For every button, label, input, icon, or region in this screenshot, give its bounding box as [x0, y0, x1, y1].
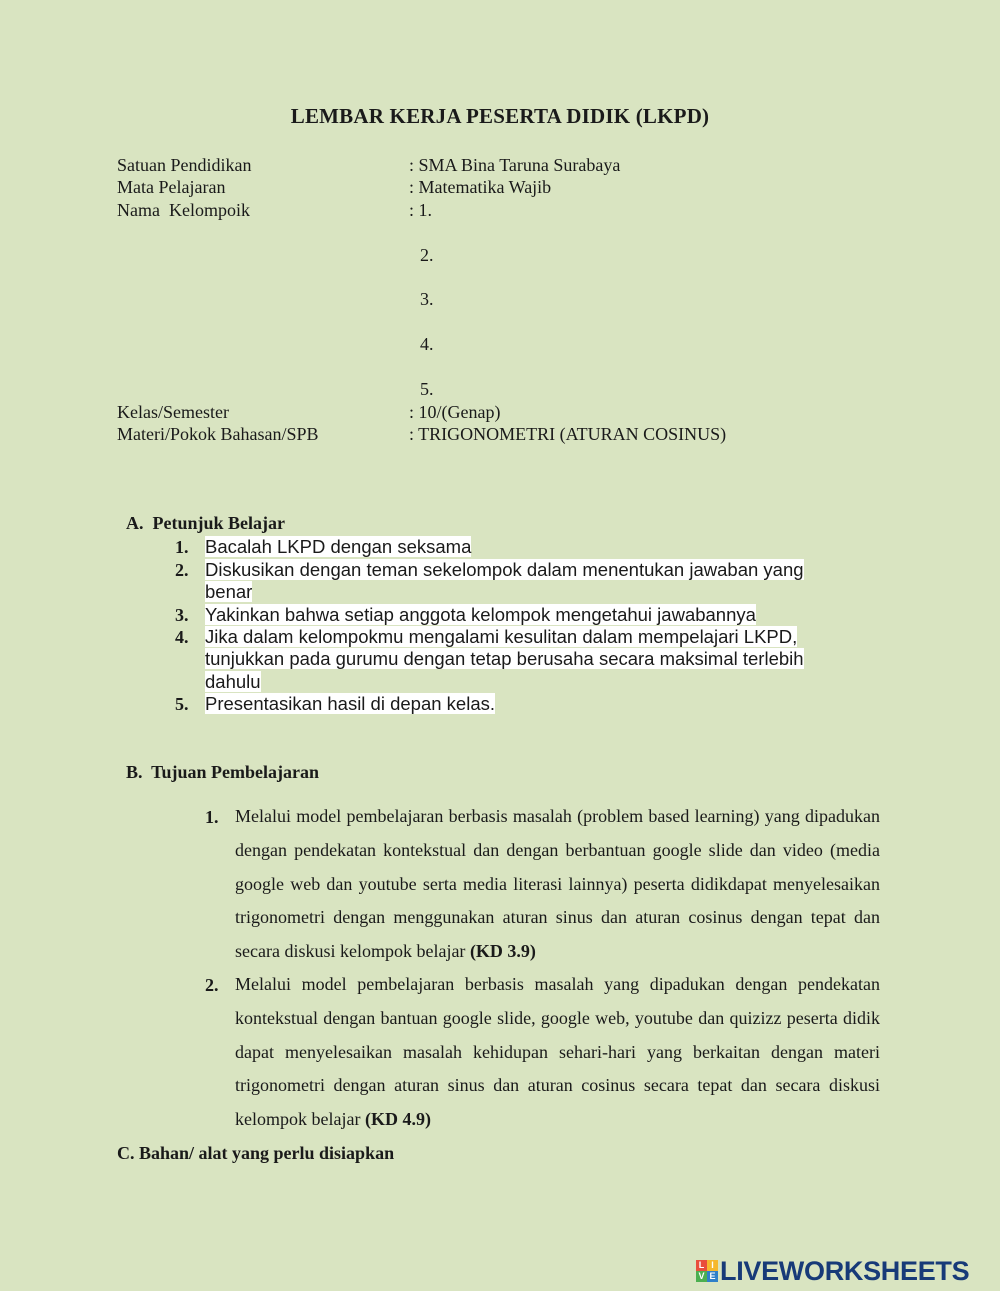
- item-number: 2.: [205, 975, 219, 995]
- section-a-heading: A. Petunjuk Belajar: [126, 513, 285, 533]
- member-number: 3.: [420, 289, 434, 309]
- mapel-value: : Matematika Wajib: [409, 177, 552, 197]
- member-number: 5.: [420, 379, 434, 399]
- materi-value: : TRIGONOMETRI (ATURAN COSINUS): [409, 424, 727, 444]
- page-title: LEMBAR KERJA PESERTA DIDIK (LKPD): [290, 104, 710, 128]
- objective-text: [235, 968, 880, 1137]
- section-c-heading: C. Bahan/ alat yang perlu disiapkan: [117, 1143, 395, 1163]
- logo-letter: V: [696, 1271, 707, 1282]
- logo-letter: L: [696, 1260, 707, 1271]
- item-text: dahulu: [205, 670, 261, 692]
- item-text: Jika dalam kelompokmu mengalami kesulitan dalam mempelajari LKPD,: [205, 626, 798, 647]
- item-number: 1.: [175, 537, 189, 557]
- objective-body: Melalui model pembelajaran berbasis masalah (problem based learning) yang dipadukan dengan pendekatan kontekstual dan dengan berbantuan google slide dan video (media google web dan youtube serta media literasi lainnya) peserta didikdapat menyelesaikan trigonometri dengan menggunakan aturan sinus dan aturan cosinus dengan tepat dan secara diskusi kelompok belajar: [235, 806, 880, 962]
- objective-text: [235, 800, 880, 969]
- item-text: tunjukkan pada gurumu dengan tetap berusaha secara maksimal terlebih: [205, 648, 804, 670]
- item-text: Diskusikan dengan teman sekelompok dalam menentukan jawaban yang: [205, 559, 804, 580]
- kelas-label: Kelas/Semester: [117, 402, 229, 422]
- materi-label: Materi/Pokok Bahasan/SPB: [117, 424, 319, 444]
- logo-text: LIVEWORKSHEETS: [720, 1255, 970, 1286]
- mapel-label: Mata Pelajaran: [117, 177, 226, 197]
- member-number: 4.: [420, 334, 434, 354]
- satuan-label: Satuan Pendidikan: [117, 155, 252, 175]
- item-number: 2.: [175, 560, 189, 580]
- logo-letter: E: [707, 1271, 718, 1282]
- item-number: 4.: [175, 627, 189, 647]
- liveworksheets-logo[interactable]: [696, 1256, 969, 1286]
- item-text: Presentasikan hasil di depan kelas.: [205, 693, 496, 714]
- kd-label: (KD 3.9): [469, 941, 536, 962]
- objective-body: Melalui model pembelajaran berbasis masalah yang dipadukan dengan pendekatan kontekstual dengan bantuan google slide, google web, youtube dan quizizz peserta didik dapat menyelesaikan masalah kehidupan sehari-hari yang berkaitan dengan materi trigonometri dengan aturan sinus dan aturan cosinus secara tepat dan secara diskusi kelompok belajar: [235, 974, 880, 1130]
- kelas-value: : 10/(Genap): [409, 402, 501, 422]
- item-number: 3.: [175, 605, 189, 625]
- kelompok-value: : 1.: [409, 200, 433, 220]
- logo-letter: I: [707, 1260, 718, 1271]
- member-number: 2.: [420, 245, 434, 265]
- logo-mark-icon: [696, 1260, 718, 1282]
- section-b-heading: B. Tujuan Pembelajaran: [126, 762, 320, 782]
- item-text: Yakinkan bahwa setiap anggota kelompok mengetahui jawabannya: [205, 604, 756, 625]
- satuan-value: : SMA Bina Taruna Surabaya: [409, 155, 621, 175]
- kelompok-label: Nama Kelompoik: [117, 200, 250, 220]
- kd-label: (KD 4.9): [364, 1109, 431, 1130]
- item-text: benar: [205, 581, 253, 603]
- item-text: Bacalah LKPD dengan seksama: [205, 536, 472, 557]
- item-number: 1.: [205, 807, 219, 827]
- item-number: 5.: [175, 694, 189, 714]
